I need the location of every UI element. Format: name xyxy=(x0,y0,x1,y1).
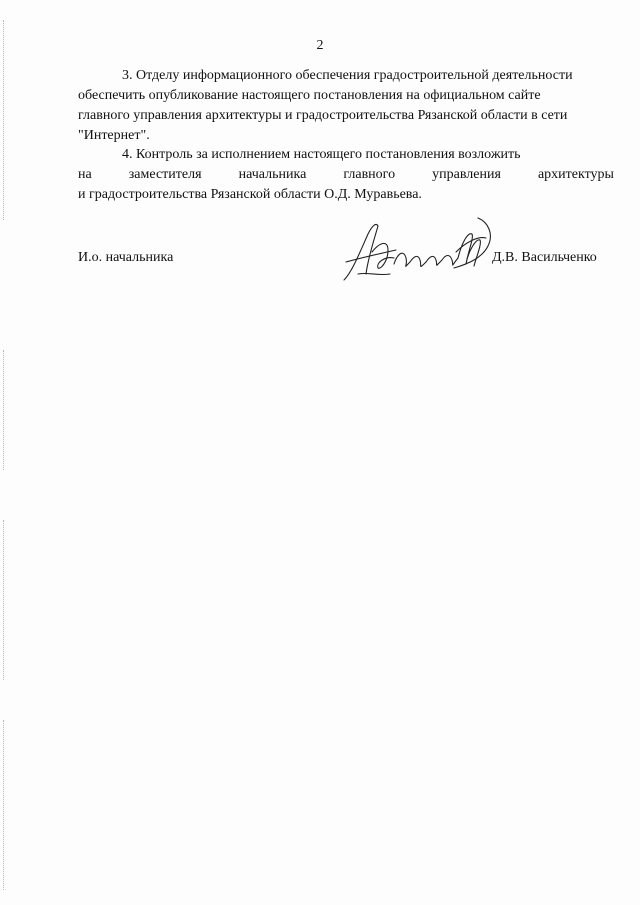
paragraph-3-line-1 xyxy=(122,67,614,85)
word: начальника xyxy=(238,167,307,182)
text-line: 3. Отделу информационного обеспечения градостроительной деятельности xyxy=(122,68,573,83)
paragraph-4-line-1 xyxy=(122,146,614,164)
page-number: 2 xyxy=(316,38,324,53)
paragraph-4-line-3: и градостроительства Рязанской области О.Д. Муравьева. xyxy=(78,187,422,202)
paragraph-4-line-2 xyxy=(78,166,614,184)
word: на xyxy=(78,167,92,182)
scan-edge-mark xyxy=(3,520,4,680)
word: управления xyxy=(432,167,501,182)
scan-edge-mark xyxy=(3,350,4,470)
handwritten-signature-icon xyxy=(338,212,498,294)
text-line: 4. Контроль за исполнением настоящего постановления возложить xyxy=(122,147,521,162)
signatory-name: Д.В. Васильченко xyxy=(492,250,597,265)
word: главного xyxy=(343,167,396,182)
paragraph-3-line-3: главного управления архитектуры и градостроительства Рязанской области в сети xyxy=(78,108,568,123)
paragraph-3-line-2 xyxy=(78,87,608,105)
paragraph-3-line-4: "Интернет". xyxy=(78,128,150,143)
text-line: обеспечить опубликование настоящего постановления на официальном сайте xyxy=(78,88,541,103)
signatory-position: И.о. начальника xyxy=(78,250,174,265)
scan-edge-mark xyxy=(3,720,4,890)
word: архитектуры xyxy=(537,167,614,182)
word: заместителя xyxy=(128,167,202,182)
